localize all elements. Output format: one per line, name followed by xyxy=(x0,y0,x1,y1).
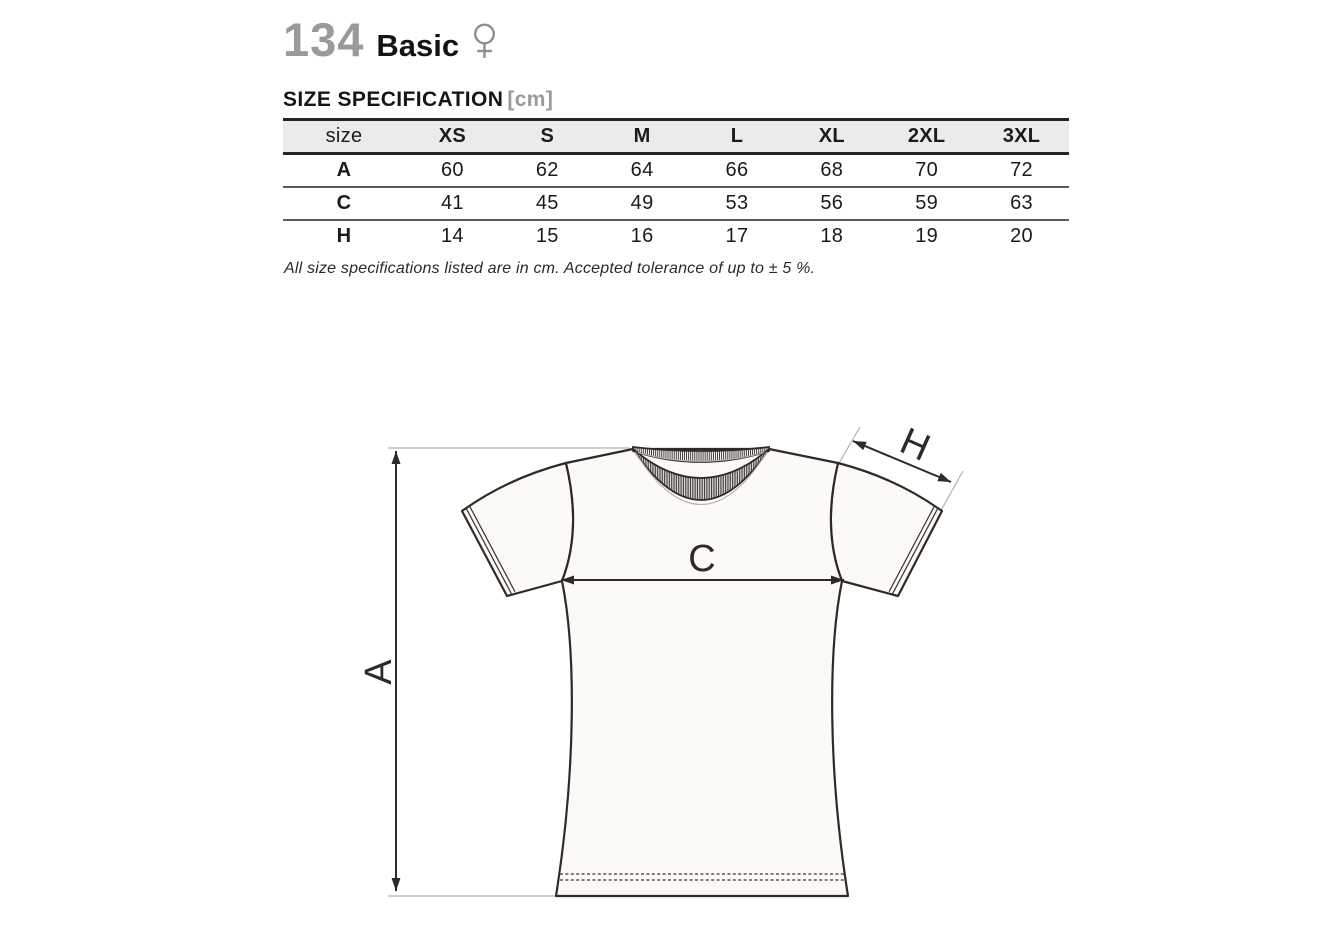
size-table-corner-label: size xyxy=(283,120,405,154)
tshirt-body xyxy=(556,449,848,896)
size-value: 14 xyxy=(440,225,464,247)
measure-label-height: A xyxy=(358,659,400,685)
measurement-row-label: A xyxy=(283,154,405,187)
measure-label-sleeve: H xyxy=(893,420,936,470)
left-sleeve xyxy=(462,463,573,596)
size-column-header: 3XL xyxy=(974,120,1069,154)
measurement-row-label: C xyxy=(283,187,405,220)
size-column-header: S xyxy=(500,120,595,154)
measurement-row-label: H xyxy=(336,225,352,247)
size-value: 19 xyxy=(915,225,939,247)
product-number: 134 xyxy=(283,13,365,66)
tshirt-outline xyxy=(462,449,942,896)
size-column-header: XS xyxy=(405,120,500,154)
size-column-header: XL xyxy=(784,120,879,154)
size-column-header: M xyxy=(595,120,690,154)
unit-label: [cm] xyxy=(507,88,554,111)
size-value: 68 xyxy=(784,154,879,187)
size-value: 45 xyxy=(500,187,595,220)
size-value: 41 xyxy=(405,187,500,220)
measure-label-chest: C xyxy=(688,538,716,580)
size-value: 63 xyxy=(974,187,1069,220)
size-value: 70 xyxy=(879,154,974,187)
size-value: 20 xyxy=(1010,225,1033,247)
size-value: 18 xyxy=(820,225,844,247)
product-name: Basic xyxy=(376,28,460,63)
size-value: 72 xyxy=(974,154,1069,187)
right-sleeve xyxy=(831,463,942,596)
size-value: 17 xyxy=(725,225,749,247)
tolerance-note: All size specifications listed are in cm. Accepted tolerance of up to ± 5 %. xyxy=(284,260,816,277)
size-value: 49 xyxy=(595,187,690,220)
size-value: 59 xyxy=(879,187,974,220)
size-value: 56 xyxy=(784,187,879,220)
size-value: 15 xyxy=(535,225,559,247)
size-value: 53 xyxy=(690,187,785,220)
section-title-text: SIZE SPECIFICATION xyxy=(283,88,504,111)
size-value: 16 xyxy=(630,225,654,247)
size-value: 62 xyxy=(500,154,595,187)
size-value: 60 xyxy=(405,154,500,187)
size-value: 66 xyxy=(690,154,785,187)
size-column-header: L xyxy=(690,120,785,154)
size-value: 64 xyxy=(595,154,690,187)
size-column-header: 2XL xyxy=(879,120,974,154)
